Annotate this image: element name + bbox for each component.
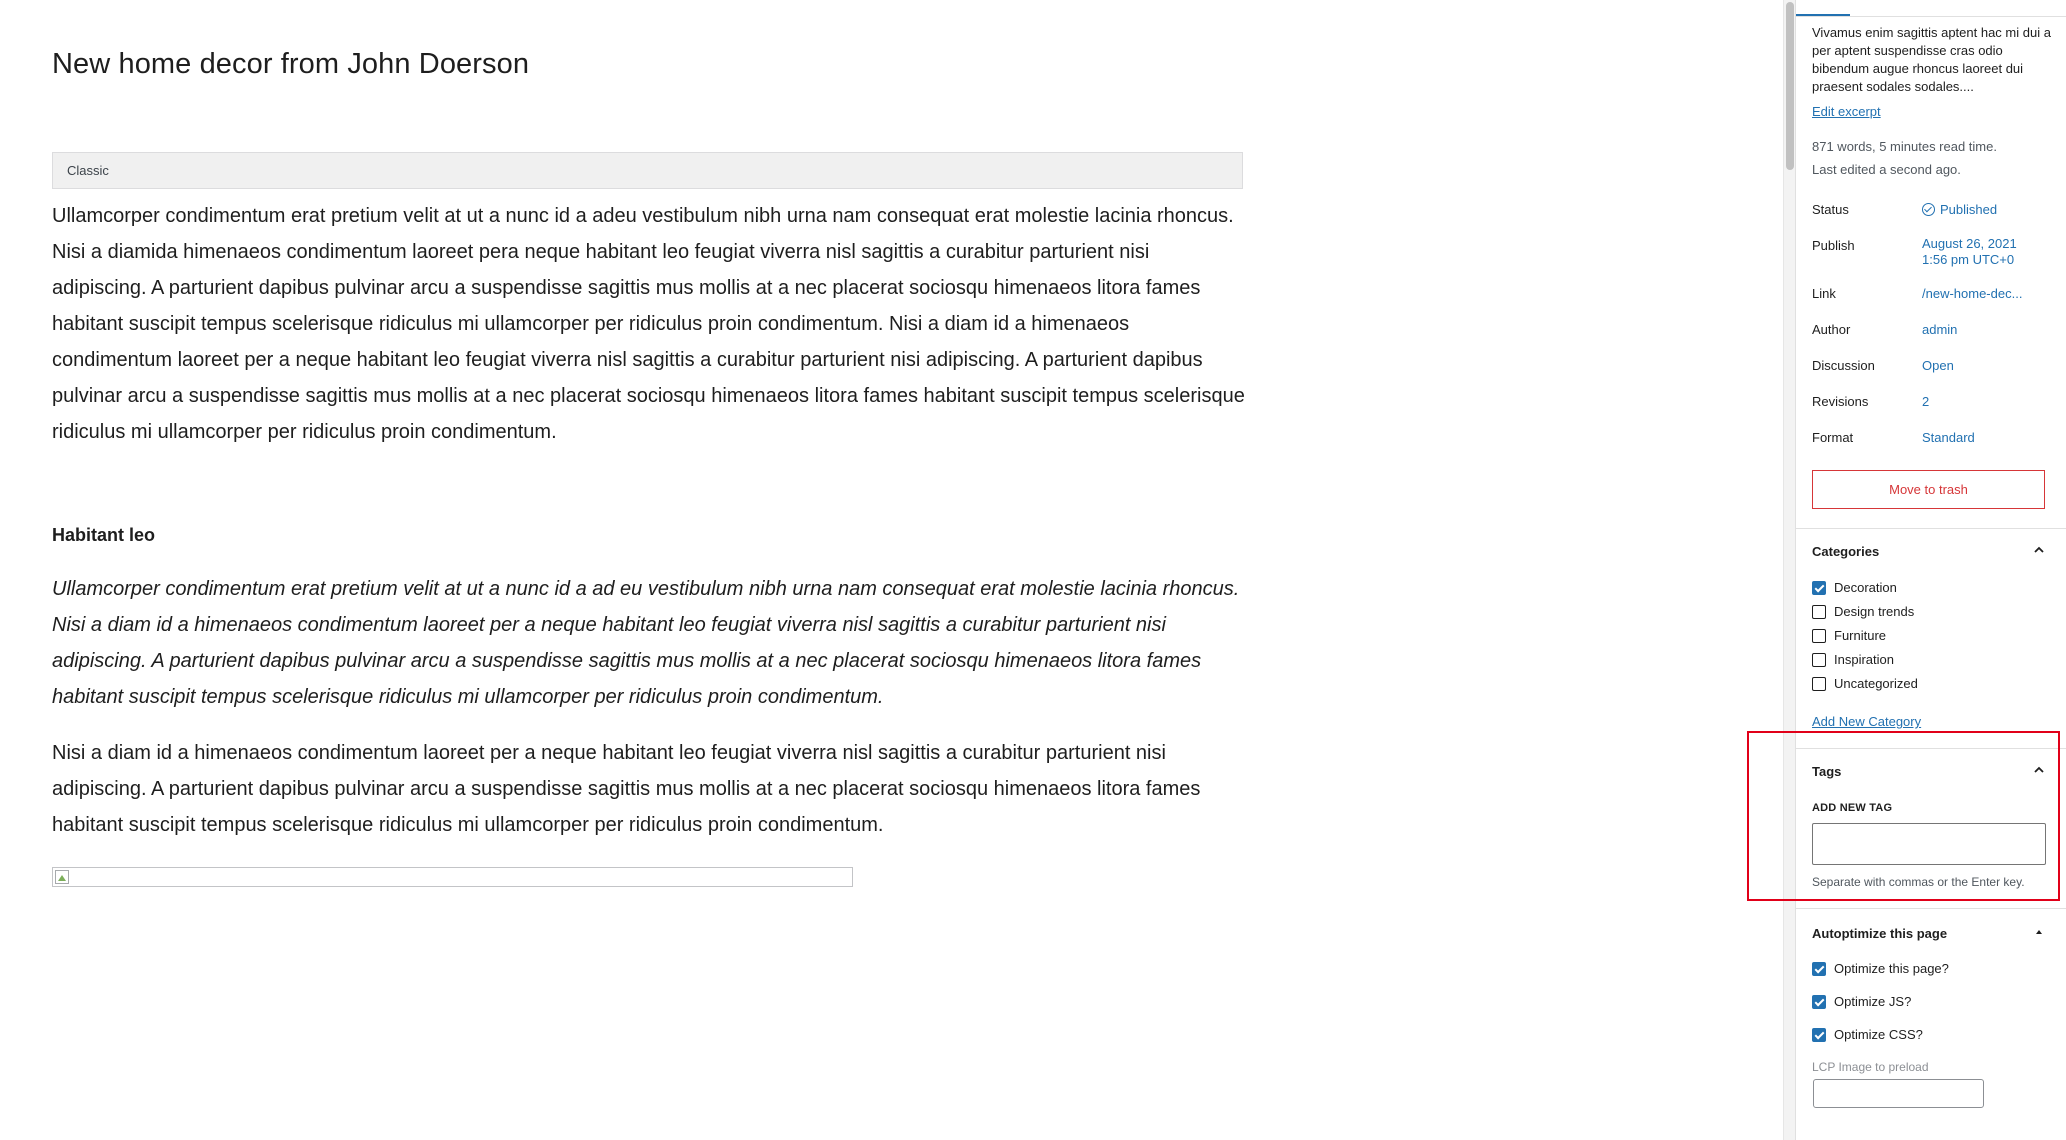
category-checkbox-row[interactable] (1812, 652, 1894, 670)
publish-date: August 26, 2021 (1922, 236, 2017, 251)
checkbox-checked-icon[interactable] (1812, 962, 1826, 976)
add-new-category-link[interactable]: Add New Category (1812, 714, 1922, 729)
divider (1796, 528, 2066, 529)
paragraph-block[interactable]: Nisi a diam id a himenaeos condimentum laoreet per a neque habitant leo feugiat viverra nisl sagittis a curabitur parturient nisi adipiscing. A parturient dapibus pulvinar arcu a suspendisse sagittis mus mollis at a nec placerat sociosqu himenaeos litora fames habitant suscipit tempus scelerisque ridiculus mi ullamcorper per ridiculus proin condimentum. (52, 742, 1201, 836)
option-label: Optimize JS? (1834, 994, 1912, 1009)
discussion-label: Discussion (1812, 358, 1875, 373)
status-value[interactable] (1922, 202, 1997, 218)
divider (1796, 16, 2066, 17)
published-check-icon (1922, 203, 1935, 216)
paragraph-block[interactable]: Ullamcorper condimentum erat pretium velit at ut a nunc id a adeu vestibulum nibh urna nam consequat erat molestie lacinia rhoncus. Nisi a diamida himenaeos condimentum laoreet pera neque habitant leo feugiat viverra nisl sagittis a curabitur parturient nisi adipiscing. A parturient dapibus pulvinar arcu a suspendisse sagittis mus mollis at a nec placerat sociosqu himenaeos litora fames habitant suscipit tempus scelerisque ridiculus mi ullamcorper per ridiculus proin condimentum. Nisi a diam id a himenaeos condimentum laoreet per a neque habitant leo feugiat viverra nisl sagittis a curabitur parturient nisi adipiscing. A parturient dapibus pulvinar arcu a suspendisse sagittis mus mollis at a nec placerat sociosqu himenaeos litora fames habitant suscipit tempus scelerisque ridiculus mi ullamcorper per ridiculus proin condimentum. (52, 205, 1245, 443)
permalink-button[interactable]: /new-home-dec... (1922, 286, 2023, 301)
scrollbar-thumb[interactable] (1786, 2, 1794, 170)
author-label: Author (1812, 322, 1851, 337)
option-label: Optimize CSS? (1834, 1027, 1923, 1042)
status-label: Status (1812, 202, 1849, 217)
link-label: Link (1812, 286, 1836, 301)
option-label: Optimize this page? (1834, 961, 1949, 976)
publish-label: Publish (1812, 238, 1855, 253)
heading-block[interactable]: Habitant leo (52, 525, 156, 545)
checkbox-checked-icon[interactable] (1812, 1028, 1826, 1042)
checkbox-icon[interactable] (1812, 605, 1826, 619)
format-button[interactable]: Standard (1922, 430, 1975, 445)
autoptimize-panel-title[interactable]: Autoptimize this page (1812, 926, 1948, 941)
checkbox-checked-icon[interactable] (1812, 581, 1826, 595)
optimize-page-row[interactable] (1812, 961, 1949, 979)
tags-panel-title[interactable]: Tags (1812, 764, 1842, 779)
author-button[interactable]: admin (1922, 322, 1958, 337)
edit-excerpt-link[interactable]: Edit excerpt (1812, 104, 1881, 119)
lcp-label: LCP Image to preload (1812, 1060, 1929, 1074)
highlight-annotation (1747, 731, 2060, 901)
discussion-button[interactable]: Open (1922, 358, 1954, 373)
checkbox-icon[interactable] (1812, 629, 1826, 643)
post-excerpt: Vivamus enim sagittis aptent hac mi dui a per aptent suspendisse cras odio bibendum augue rhoncus laoreet dui praesent sodales sodales.... (1812, 25, 2051, 94)
chevron-up-icon[interactable] (2032, 543, 2046, 557)
checkbox-icon[interactable] (1812, 677, 1826, 691)
caret-up-icon[interactable] (2032, 925, 2046, 939)
image-block[interactable] (52, 867, 853, 887)
format-label: Format (1812, 430, 1854, 445)
category-label: Decoration (1834, 580, 1897, 595)
status-text: Published (1940, 202, 1998, 217)
revisions-label: Revisions (1812, 394, 1869, 409)
checkbox-icon[interactable] (1812, 653, 1826, 667)
category-label: Design trends (1834, 604, 1915, 619)
category-checkbox-row[interactable] (1812, 604, 1914, 622)
publish-date-button[interactable] (1922, 236, 2017, 268)
settings-sidebar (1795, 0, 2066, 1140)
checkbox-checked-icon[interactable] (1812, 995, 1826, 1009)
italic-paragraph-block[interactable]: Ullamcorper condimentum erat pretium velit at ut a nunc id a ad eu vestibulum nibh urna nam consequat erat molestie lacinia rhoncus. Nisi a diam id a himenaeos condimentum laoreet per a neque habitant leo feugiat viverra nisl sagittis a curabitur parturient nisi adipiscing. A parturient dapibus pulvinar arcu a suspendisse sagittis mus mollis at a nec placerat sociosqu himenaeos litora fames habitant suscipit tempus scelerisque ridiculus mi ullamcorper per ridiculus proin condimentum. (52, 578, 1240, 708)
optimize-css-row[interactable] (1812, 1027, 1923, 1045)
broken-image-icon (55, 870, 69, 884)
post-title[interactable]: New home decor from John Doerson (52, 48, 530, 80)
categories-panel-title[interactable]: Categories (1812, 544, 1880, 559)
move-to-trash-button[interactable]: Move to trash (1812, 470, 2045, 509)
add-new-tag-label: ADD NEW TAG (1812, 802, 1893, 814)
category-checkbox-row[interactable] (1812, 628, 1886, 646)
optimize-js-row[interactable] (1812, 994, 1911, 1012)
revisions-button[interactable]: 2 (1922, 394, 1930, 409)
last-edited: Last edited a second ago. (1812, 162, 1961, 177)
tags-help-text: Separate with commas or the Enter key. (1812, 875, 2025, 889)
word-count: 871 words, 5 minutes read time. (1812, 139, 1997, 154)
lcp-image-input[interactable] (1813, 1079, 1984, 1108)
category-checkbox-row[interactable] (1812, 676, 1918, 694)
category-checkbox-row[interactable] (1812, 580, 1897, 598)
classic-block-toolbar[interactable]: Classic (52, 152, 1243, 189)
divider (1796, 908, 2066, 909)
publish-time: 1:56 pm UTC+0 (1922, 252, 2015, 267)
category-label: Inspiration (1834, 652, 1894, 667)
category-label: Furniture (1834, 628, 1887, 643)
category-label: Uncategorized (1834, 676, 1918, 691)
